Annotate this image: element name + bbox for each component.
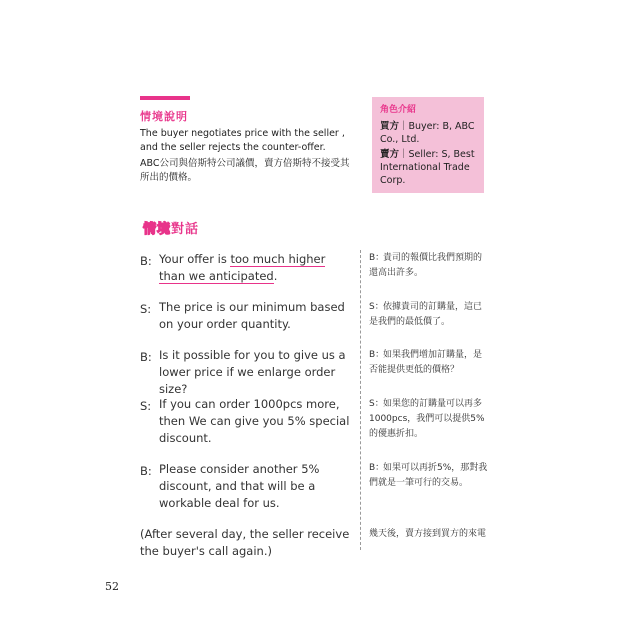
role-buyer-text: ｜Buyer: B, ABC Co., Ltd. (380, 121, 475, 145)
dialog-line-zh-text: 如果可以再折5%，那對我們就是一筆可行的交易。 (369, 463, 488, 488)
role-seller (380, 148, 484, 187)
dialog-speaker: B: (140, 350, 152, 364)
dialog-line-en: The price is our minimum based on your order quantity. (159, 300, 345, 331)
dialog-speaker: S: (140, 302, 152, 316)
scenario-description-zh: ABC公司與倍斯特公司議價，賣方倍斯特不接受其所出的價格。 (140, 158, 350, 183)
dialog-line-en: Please consider another 5% discount, and that will be a workable deal for us. (159, 462, 320, 510)
scenario-accent-bar (140, 96, 190, 100)
dialog-line-zh (369, 251, 489, 281)
dialog-line-en: If you can order 1000pcs more, then We can give you 5% special discount. (159, 397, 350, 445)
dialog-heading-part2: 對話 (171, 222, 200, 237)
dialog-heading (143, 218, 199, 238)
scenario-title: 情境說明 (140, 110, 188, 123)
role-buyer (380, 120, 484, 146)
dialog-line-zh (369, 348, 489, 378)
role-seller-label: 賣方 (380, 149, 400, 160)
dialog-line-en-post: . (273, 269, 278, 283)
dialog-line-zh-speaker: B： (369, 463, 385, 473)
dialog-line-zh-speaker: B： (369, 350, 385, 360)
dialog-speaker: B: (140, 254, 152, 268)
dialog-line-zh-text: 貴司的報價比我們預期的還高出許多。 (369, 253, 483, 278)
column-divider (360, 250, 361, 550)
dialog-line-zh-speaker: S： (369, 302, 384, 312)
dialog-heading-part1: 情境 (143, 222, 172, 237)
highlighted-phrase: too much higher than we anticipated (159, 252, 326, 283)
dialog-line-zh (369, 461, 489, 491)
dialog-speaker: S: (140, 399, 152, 413)
dialog-line-zh (369, 300, 489, 330)
dialog-line-en-pre: Your offer is (159, 252, 231, 266)
page-number: 52 (105, 580, 119, 593)
dialog-line-zh (369, 397, 489, 442)
dialog-line-en (159, 251, 355, 285)
narration-zh: 幾天後，賣方接到買方的來電 (369, 529, 487, 539)
dialog-line-zh-speaker: B： (369, 253, 385, 263)
dialog-line-zh-text: 如果您的訂購量可以再多1000pcs，我們可以提供5%的優惠折扣。 (369, 399, 485, 439)
role-buyer-label: 買方 (380, 121, 400, 132)
dialog-line-en: Is it possible for you to give us a lower price if we enlarge order size? (159, 348, 346, 396)
dialog-speaker: B: (140, 464, 152, 478)
narration-en: (After several day, the seller receive the buyer's call again.) (140, 527, 350, 558)
dialog-line-zh-text: 如果我們增加訂購量，是否能提供更低的價格？ (369, 350, 483, 375)
role-seller-text: ｜Seller: S, Best International Trade Corp. (380, 149, 475, 186)
dialog-line-zh-text: 依據貴司的訂購量，這已是我們的最低價了。 (369, 302, 483, 327)
scenario-description-en: The buyer negotiates price with the seller , and the seller rejects the counter-offer. (140, 128, 345, 153)
dialog-line-zh-speaker: S： (369, 399, 384, 409)
roles-title: 角色介紹 (380, 105, 417, 115)
